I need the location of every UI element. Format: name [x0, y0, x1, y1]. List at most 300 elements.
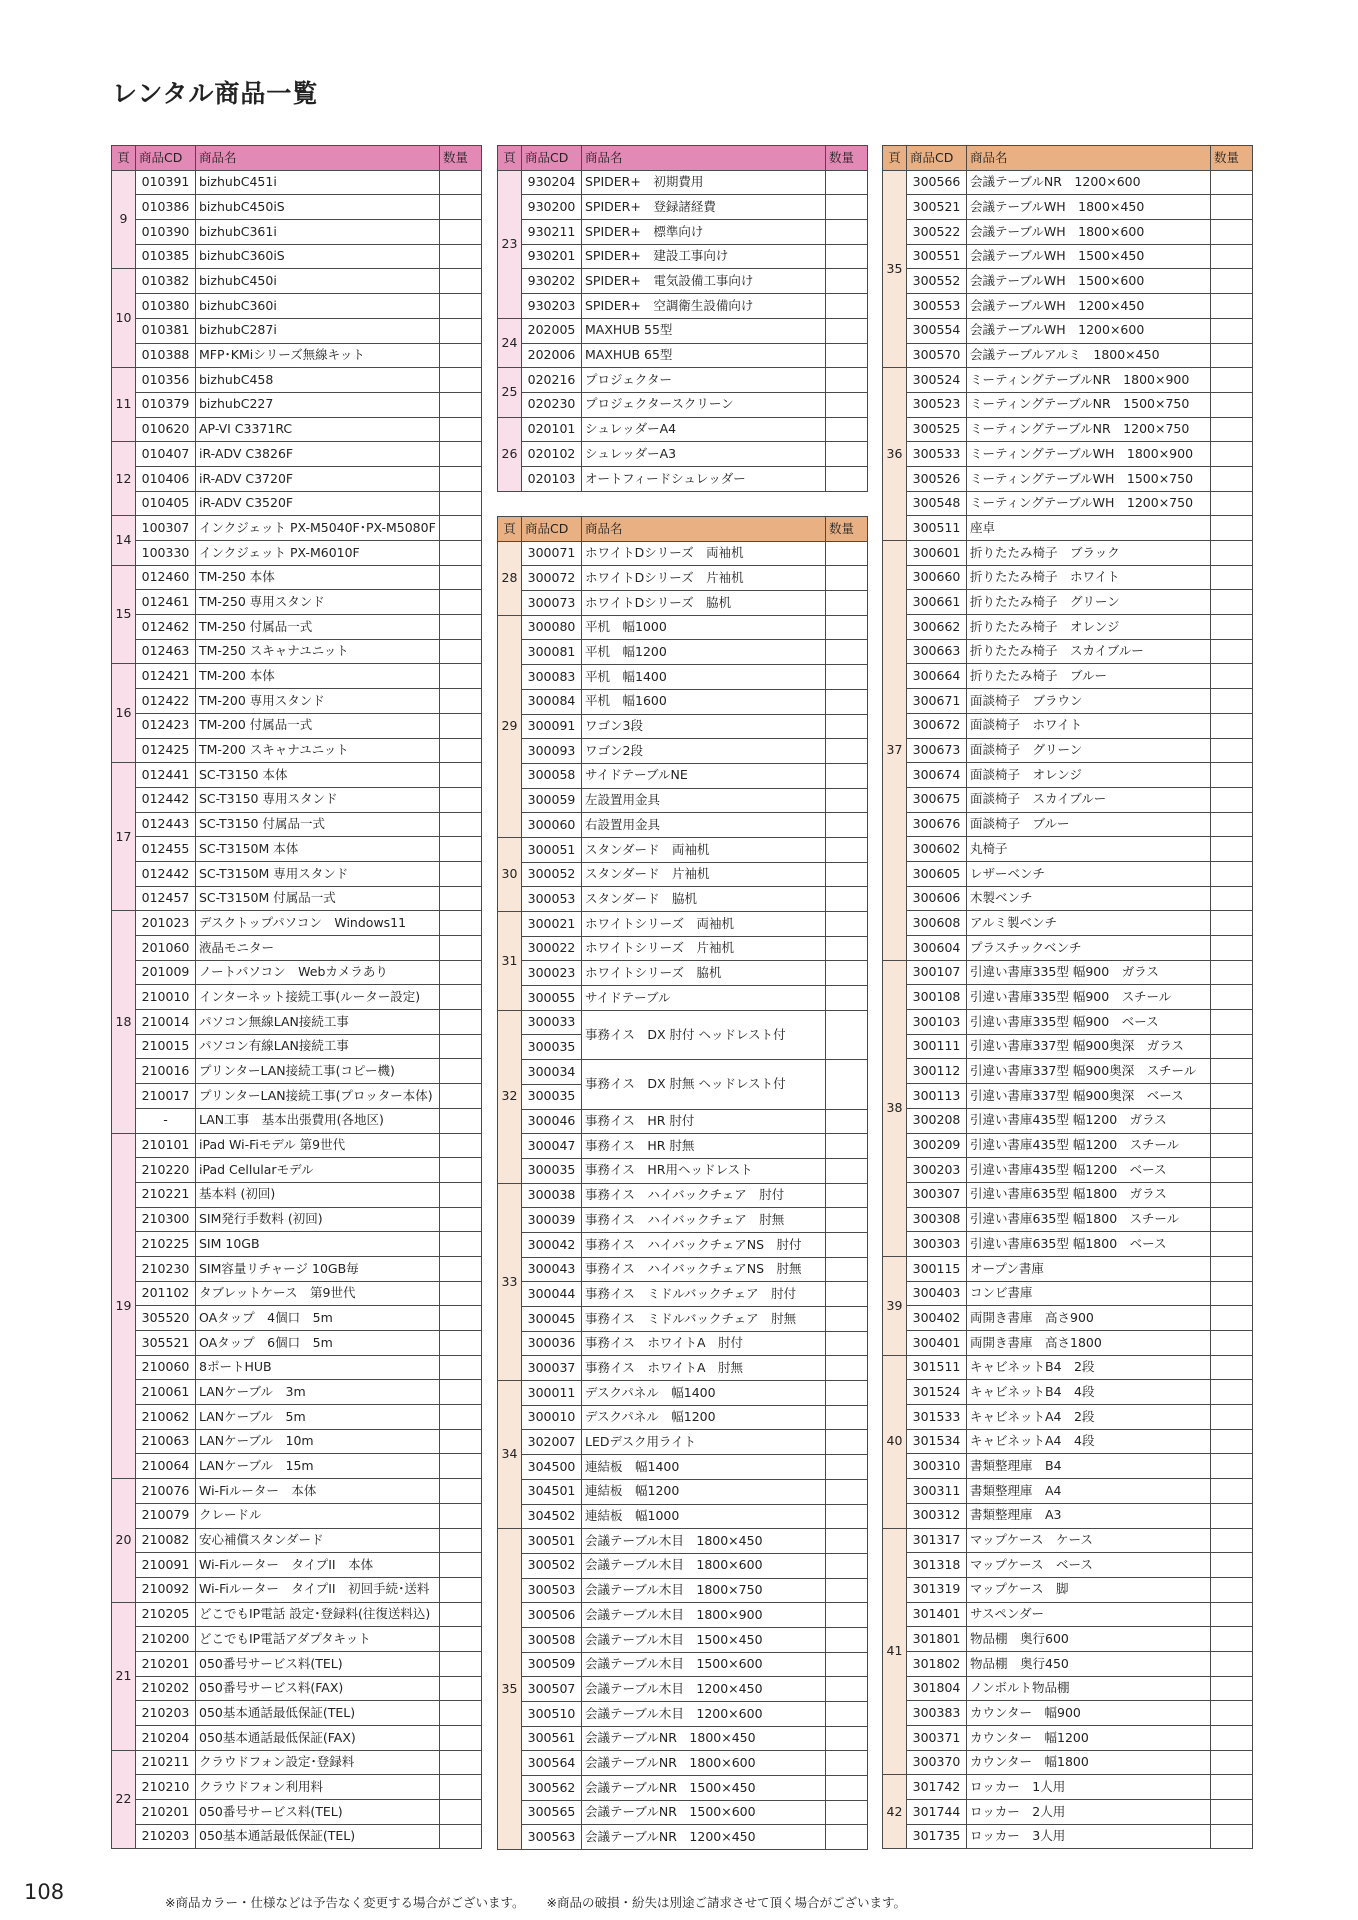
product-name: ホワイトシリーズ 両袖机	[582, 912, 826, 937]
table-row	[112, 294, 482, 319]
product-name: スタンダード 片袖机	[582, 862, 826, 887]
table-row	[498, 1356, 868, 1381]
product-name: 会議テーブル木目 1800×900	[582, 1603, 826, 1628]
product-name: ミーティングテーブルNR 1500×750	[967, 392, 1211, 417]
product-name: bizhubC287i	[196, 318, 440, 343]
quantity-cell	[1211, 1676, 1253, 1701]
product-name: インクジェット PX-M5040F･PX-M5080F	[196, 516, 440, 541]
quantity-cell	[440, 1800, 482, 1825]
table-row	[498, 1504, 868, 1529]
quantity-cell	[1211, 1084, 1253, 1109]
product-code: 300308	[907, 1207, 967, 1232]
product-code: 012462	[136, 615, 196, 640]
table-row	[112, 1207, 482, 1232]
quantity-cell	[826, 392, 868, 417]
product-name: 座卓	[967, 516, 1211, 541]
quantity-cell	[826, 1677, 868, 1702]
quantity-cell	[1211, 1775, 1253, 1800]
quantity-cell	[826, 739, 868, 764]
product-name: 事務イス ハイバックチェアNS 肘無	[582, 1257, 826, 1282]
product-name: 平机 幅1600	[582, 689, 826, 714]
quantity-cell	[440, 1158, 482, 1183]
quantity-cell	[440, 615, 482, 640]
product-code: 300562	[522, 1776, 582, 1801]
product-name: シュレッダーA4	[582, 417, 826, 442]
table-row	[112, 1084, 482, 1109]
table-row	[883, 713, 1253, 738]
product-name: オープン書庫	[967, 1256, 1211, 1281]
page-title: レンタル商品一覧	[112, 79, 319, 108]
product-name: プリンターLAN接続工事(プロッター本体)	[196, 1084, 440, 1109]
quantity-cell	[440, 491, 482, 516]
table-row	[112, 1355, 482, 1380]
rental-table-2	[497, 145, 868, 492]
table-row	[883, 1651, 1253, 1676]
quantity-cell	[440, 343, 482, 368]
header-qty: 数量	[1211, 146, 1253, 171]
quantity-cell	[1211, 1010, 1253, 1035]
table-row	[112, 220, 482, 245]
product-code: 300510	[522, 1702, 582, 1727]
product-code: 210221	[136, 1182, 196, 1207]
product-name: 事務イス DX 肘無 ヘッドレスト付	[582, 1060, 826, 1109]
table-row	[112, 886, 482, 911]
product-name: 050番号サービス料(TEL)	[196, 1800, 440, 1825]
table-row	[112, 1528, 482, 1553]
table-row	[112, 1256, 482, 1281]
quantity-cell	[440, 1775, 482, 1800]
table-row	[498, 170, 868, 195]
quantity-cell	[1211, 269, 1253, 294]
quantity-cell	[440, 886, 482, 911]
product-name: TM-250 スキャナユニット	[196, 639, 440, 664]
quantity-cell	[440, 1726, 482, 1751]
quantity-cell	[826, 1504, 868, 1529]
product-code: 930211	[522, 220, 582, 245]
product-name: 会議テーブルWH 1500×450	[967, 244, 1211, 269]
product-code: 300107	[907, 960, 967, 985]
product-name: 木製ベンチ	[967, 886, 1211, 911]
product-name: マップケース ケース	[967, 1528, 1211, 1553]
quantity-cell	[826, 1751, 868, 1776]
product-name: プリンターLAN接続工事(コピー機)	[196, 1059, 440, 1084]
page-cell: 21	[112, 1602, 136, 1750]
product-code: 010386	[136, 195, 196, 220]
table-row	[498, 1331, 868, 1356]
quantity-cell	[1211, 442, 1253, 467]
table-row	[498, 417, 868, 442]
product-name: 会議テーブルWH 1500×600	[967, 269, 1211, 294]
quantity-cell	[440, 1676, 482, 1701]
quantity-cell	[440, 318, 482, 343]
quantity-cell	[440, 541, 482, 566]
quantity-cell	[1211, 1232, 1253, 1257]
product-name: スタンダード 脇机	[582, 887, 826, 912]
product-name: 事務イス HR 肘無	[582, 1134, 826, 1159]
product-code: 300661	[907, 590, 967, 615]
product-code: 300051	[522, 837, 582, 862]
product-code: 300071	[522, 541, 582, 566]
product-name: 面談椅子 ホワイト	[967, 713, 1211, 738]
table-row	[498, 269, 868, 294]
product-code: 100307	[136, 516, 196, 541]
product-code: 010405	[136, 491, 196, 516]
product-name: 連結板 幅1000	[582, 1504, 826, 1529]
quantity-cell	[1211, 466, 1253, 491]
product-code: 300662	[907, 615, 967, 640]
quantity-cell	[1211, 763, 1253, 788]
product-code: 300675	[907, 787, 967, 812]
quantity-cell	[1211, 1108, 1253, 1133]
quantity-cell	[1211, 985, 1253, 1010]
table-row	[498, 1578, 868, 1603]
product-code: 201102	[136, 1281, 196, 1306]
quantity-cell	[826, 1060, 868, 1109]
table-row	[112, 1701, 482, 1726]
quantity-cell	[1211, 689, 1253, 714]
quantity-cell	[826, 1282, 868, 1307]
product-code: 301744	[907, 1800, 967, 1825]
table-row	[883, 911, 1253, 936]
product-name: OAタップ 4個口 5m	[196, 1306, 440, 1331]
table-row	[112, 590, 482, 615]
product-name: 事務イス DX 肘付 ヘッドレスト付	[582, 1010, 826, 1059]
product-name: TM-200 付属品一式	[196, 713, 440, 738]
product-code: 300383	[907, 1701, 967, 1726]
product-code: 300042	[522, 1232, 582, 1257]
product-code: 010379	[136, 392, 196, 417]
product-name: bizhubC450i	[196, 269, 440, 294]
table-row	[883, 170, 1253, 195]
product-name: 書類整理庫 A3	[967, 1503, 1211, 1528]
product-name: デスクパネル 幅1200	[582, 1405, 826, 1430]
table-row	[883, 936, 1253, 961]
product-code: 300035	[522, 1035, 582, 1060]
quantity-cell	[440, 936, 482, 961]
product-code: 300663	[907, 639, 967, 664]
quantity-cell	[1211, 1577, 1253, 1602]
quantity-cell	[440, 1010, 482, 1035]
product-code: 300055	[522, 986, 582, 1011]
product-name: カウンター 幅1200	[967, 1726, 1211, 1751]
product-name: 事務イス HR 肘付	[582, 1109, 826, 1134]
quantity-cell	[440, 763, 482, 788]
footer-note: ※商品の破損・紛失は別途ご請求させて頂く場合がございます。	[546, 1895, 906, 1910]
table-row	[112, 664, 482, 689]
quantity-cell	[440, 1503, 482, 1528]
product-code: 010391	[136, 170, 196, 195]
product-code: -	[136, 1108, 196, 1133]
quantity-cell	[1211, 812, 1253, 837]
quantity-cell	[1211, 1651, 1253, 1676]
quantity-cell	[826, 986, 868, 1011]
page-cell: 11	[112, 368, 136, 442]
quantity-cell	[440, 392, 482, 417]
product-name: 050基本通話最低保証(FAX)	[196, 1726, 440, 1751]
table-row	[883, 886, 1253, 911]
product-name: 会議テーブル木目 1500×450	[582, 1627, 826, 1652]
product-code: 300081	[522, 640, 582, 665]
table-row	[112, 466, 482, 491]
product-name: コンビ書庫	[967, 1281, 1211, 1306]
product-code: 300402	[907, 1306, 967, 1331]
product-name: 面談椅子 オレンジ	[967, 763, 1211, 788]
quantity-cell	[1211, 516, 1253, 541]
table-row	[112, 1676, 482, 1701]
quantity-cell	[440, 1108, 482, 1133]
product-code: 202005	[522, 318, 582, 343]
table-row	[112, 1651, 482, 1676]
product-name: iR-ADV C3720F	[196, 466, 440, 491]
table-row	[883, 960, 1253, 985]
header-name: 商品名	[582, 146, 826, 171]
product-name: ワゴン3段	[582, 714, 826, 739]
table-row	[883, 787, 1253, 812]
quantity-cell	[826, 1578, 868, 1603]
page-cell: 14	[112, 516, 136, 565]
product-code: 300023	[522, 961, 582, 986]
product-code: 210205	[136, 1602, 196, 1627]
product-name: 面談椅子 スカイブルー	[967, 787, 1211, 812]
product-name: どこでもIP電話アダプタキット	[196, 1627, 440, 1652]
quantity-cell	[1211, 491, 1253, 516]
product-name: TM-200 専用スタンド	[196, 689, 440, 714]
table-row	[112, 170, 482, 195]
product-name: SC-T3150 本体	[196, 763, 440, 788]
table-row	[498, 392, 868, 417]
quantity-cell	[826, 1652, 868, 1677]
page-cell: 12	[112, 442, 136, 516]
product-name: 会議テーブル木目 1800×750	[582, 1578, 826, 1603]
table-row	[498, 1010, 868, 1035]
product-code: 300035	[522, 1158, 582, 1183]
table-row	[498, 1134, 868, 1159]
product-name: 会議テーブル木目 1200×450	[582, 1677, 826, 1702]
table-row	[883, 1158, 1253, 1183]
product-name: 平机 幅1200	[582, 640, 826, 665]
product-code: 210203	[136, 1701, 196, 1726]
table-row	[498, 1158, 868, 1183]
product-code: 012460	[136, 565, 196, 590]
product-code: 210014	[136, 1010, 196, 1035]
product-code: 300038	[522, 1183, 582, 1208]
table-row	[883, 1108, 1253, 1133]
quantity-cell	[1211, 541, 1253, 566]
quantity-cell	[1211, 1701, 1253, 1726]
product-code: 210063	[136, 1429, 196, 1454]
product-code: 210076	[136, 1479, 196, 1504]
quantity-cell	[440, 1627, 482, 1652]
quantity-cell	[1211, 220, 1253, 245]
quantity-cell	[1211, 1331, 1253, 1356]
table-row	[883, 1034, 1253, 1059]
product-code: 201023	[136, 911, 196, 936]
product-code: 210010	[136, 985, 196, 1010]
quantity-cell	[1211, 787, 1253, 812]
product-name: SPIDER+ 登録諸経費	[582, 195, 826, 220]
product-name: 引違い書庫337型 幅900奥深 ベース	[967, 1084, 1211, 1109]
product-code: 202006	[522, 343, 582, 368]
product-code: 301318	[907, 1553, 967, 1578]
header-code: 商品CD	[522, 146, 582, 171]
quantity-cell	[1211, 1750, 1253, 1775]
quantity-cell	[440, 1355, 482, 1380]
product-name: 会議テーブルアルミ 1800×450	[967, 343, 1211, 368]
quantity-cell	[826, 1232, 868, 1257]
page-cell: 37	[883, 541, 907, 961]
quantity-cell	[1211, 936, 1253, 961]
table-row	[498, 1282, 868, 1307]
quantity-cell	[1211, 1602, 1253, 1627]
quantity-cell	[826, 1381, 868, 1406]
table-row	[498, 368, 868, 393]
product-name: ミーティングテーブルWH 1800×900	[967, 442, 1211, 467]
table-row	[498, 442, 868, 467]
product-code: 305521	[136, 1331, 196, 1356]
header-name: 商品名	[196, 146, 440, 171]
product-name: ロッカー 3人用	[967, 1824, 1211, 1849]
table-row	[498, 1405, 868, 1430]
quantity-cell	[440, 220, 482, 245]
product-code: 930201	[522, 244, 582, 269]
quantity-cell	[826, 1356, 868, 1381]
quantity-cell	[440, 1232, 482, 1257]
page-cell: 15	[112, 565, 136, 664]
quantity-cell	[826, 170, 868, 195]
table-row	[883, 639, 1253, 664]
quantity-cell	[1211, 1503, 1253, 1528]
product-name: 会議テーブルWH 1200×450	[967, 294, 1211, 319]
product-code: 301742	[907, 1775, 967, 1800]
product-code: 012443	[136, 812, 196, 837]
footer-note: ※商品カラー・仕様などは予告なく変更する場合がございます。	[165, 1895, 525, 1910]
product-code: 300523	[907, 392, 967, 417]
quantity-cell	[826, 541, 868, 566]
table-row	[112, 787, 482, 812]
table-row	[883, 318, 1253, 343]
table-row	[883, 1256, 1253, 1281]
product-name: bizhubC360i	[196, 294, 440, 319]
quantity-cell	[440, 639, 482, 664]
table-row	[883, 244, 1253, 269]
quantity-cell	[1211, 911, 1253, 936]
product-code: 300522	[907, 220, 967, 245]
product-name: Wi-Fiルーター 本体	[196, 1479, 440, 1504]
quantity-cell	[1211, 1355, 1253, 1380]
table-row	[112, 1306, 482, 1331]
product-name: パソコン無線LAN接続工事	[196, 1010, 440, 1035]
page-cell: 23	[498, 170, 522, 318]
quantity-cell	[826, 343, 868, 368]
table-row	[112, 1553, 482, 1578]
table-row	[883, 1479, 1253, 1504]
product-code: 300521	[907, 195, 967, 220]
header-page: 頁	[498, 146, 522, 171]
table-row	[112, 195, 482, 220]
product-name: ワゴン2段	[582, 739, 826, 764]
table-row	[883, 269, 1253, 294]
table-row	[498, 1208, 868, 1233]
product-name: 折りたたみ椅子 グリーン	[967, 590, 1211, 615]
product-name: ホワイトDシリーズ 両袖机	[582, 541, 826, 566]
product-code: 300552	[907, 269, 967, 294]
product-code: 300561	[522, 1726, 582, 1751]
product-name: Wi-Fiルーター タイプII 初回手続･送料	[196, 1577, 440, 1602]
page-cell: 19	[112, 1133, 136, 1479]
quantity-cell	[1211, 1528, 1253, 1553]
quantity-cell	[1211, 1726, 1253, 1751]
table-row	[498, 1479, 868, 1504]
product-name: 事務イス HR用ヘッドレスト	[582, 1158, 826, 1183]
table-row	[883, 590, 1253, 615]
quantity-cell	[440, 1602, 482, 1627]
quantity-cell	[826, 1627, 868, 1652]
product-code: 300059	[522, 788, 582, 813]
table-row	[883, 1010, 1253, 1035]
table-row	[112, 615, 482, 640]
table-row	[498, 1800, 868, 1825]
table-row	[498, 961, 868, 986]
product-code: 210062	[136, 1405, 196, 1430]
table-row	[112, 1182, 482, 1207]
table-row	[112, 1454, 482, 1479]
table-row	[498, 244, 868, 269]
page-cell: 24	[498, 318, 522, 367]
table-row	[112, 1577, 482, 1602]
product-code: 300606	[907, 886, 967, 911]
quantity-cell	[826, 887, 868, 912]
table-row	[112, 1010, 482, 1035]
page-cell: 28	[498, 541, 522, 615]
product-code: 300060	[522, 813, 582, 838]
quantity-cell	[1211, 1182, 1253, 1207]
product-name: 両開き書庫 高さ900	[967, 1306, 1211, 1331]
product-code: 300046	[522, 1109, 582, 1134]
product-name: 事務イス ハイバックチェア 肘無	[582, 1208, 826, 1233]
quantity-cell	[440, 170, 482, 195]
quantity-cell	[826, 689, 868, 714]
table-row	[112, 738, 482, 763]
quantity-cell	[1211, 861, 1253, 886]
product-code: 210202	[136, 1676, 196, 1701]
product-code: 300553	[907, 294, 967, 319]
table-row	[883, 1355, 1253, 1380]
quantity-cell	[826, 1430, 868, 1455]
product-name: 事務イス ミドルバックチェア 肘無	[582, 1307, 826, 1332]
product-name: 引違い書庫335型 幅900 ベース	[967, 1010, 1211, 1035]
product-code: 304502	[522, 1504, 582, 1529]
product-name: 書類整理庫 B4	[967, 1454, 1211, 1479]
quantity-cell	[440, 1577, 482, 1602]
product-name: 会議テーブル木目 1200×600	[582, 1702, 826, 1727]
quantity-cell	[826, 665, 868, 690]
table-row	[498, 1307, 868, 1332]
table-row	[112, 861, 482, 886]
quantity-cell	[826, 912, 868, 937]
product-code: 300083	[522, 665, 582, 690]
quantity-cell	[826, 837, 868, 862]
product-code: 930200	[522, 195, 582, 220]
quantity-cell	[826, 1776, 868, 1801]
table-row	[112, 565, 482, 590]
quantity-cell	[1211, 960, 1253, 985]
product-code: 301802	[907, 1651, 967, 1676]
table-row	[883, 368, 1253, 393]
product-name: タブレットケース 第9世代	[196, 1281, 440, 1306]
product-name: 液晶モニター	[196, 936, 440, 961]
product-code: 010620	[136, 417, 196, 442]
table-row	[112, 1158, 482, 1183]
